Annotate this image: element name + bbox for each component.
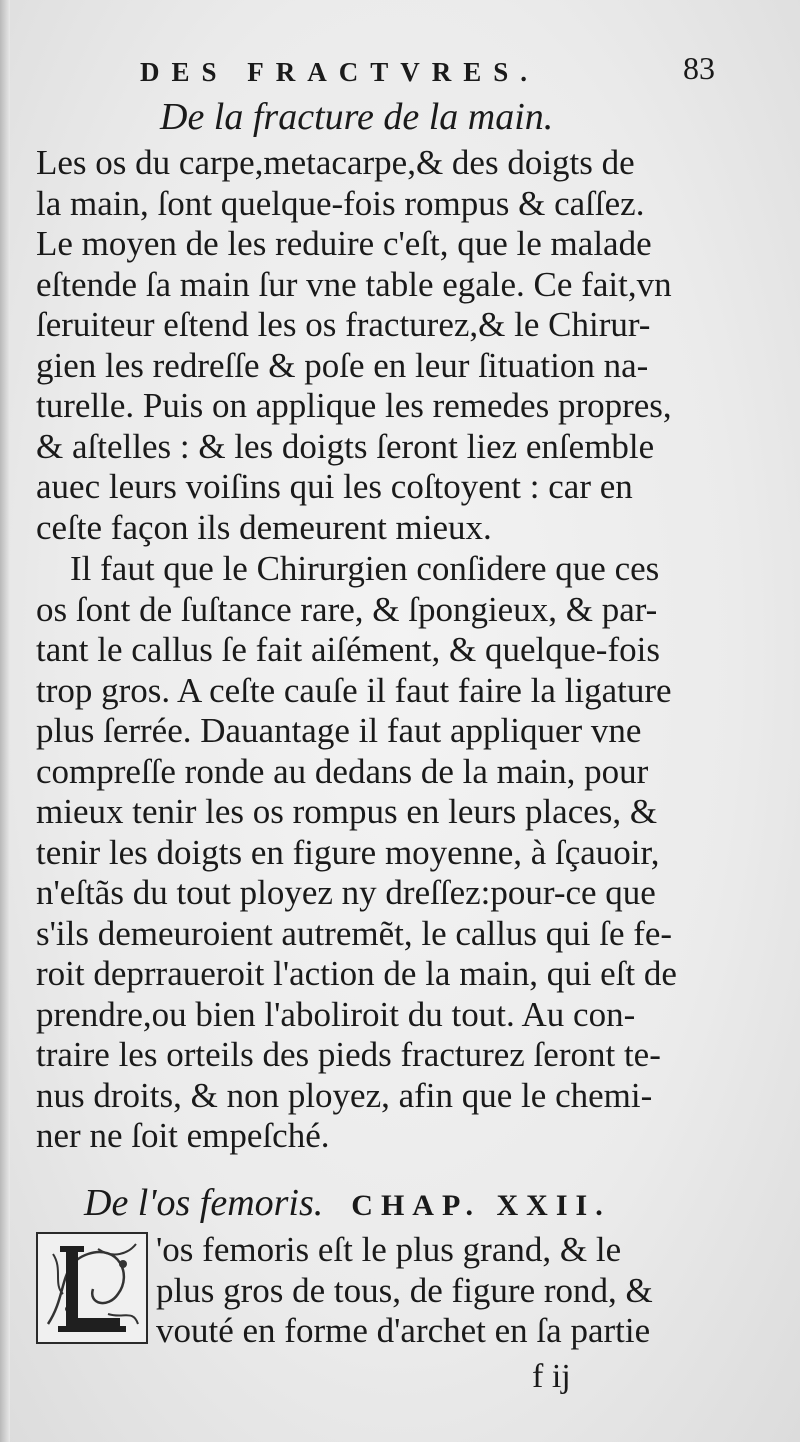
text-line: nus droits, & non ployez, afin que le chemi- (36, 1075, 653, 1115)
paragraph-1 (36, 143, 766, 548)
text-line: mieux tenir les os rompus en leurs places, & (36, 792, 658, 831)
text-line: os ſont de ſuſtance rare, & ſpongieux, & par- (36, 589, 658, 629)
page-number: 83 (683, 50, 715, 86)
text-line: n'eſtãs du tout ployez ny dreſſez:pour-ce que (36, 873, 656, 912)
chapter-heading (84, 1178, 704, 1228)
text-line: plus ſerrée. Dauantage il faut appliquer vne (36, 711, 642, 750)
text-line: gien les redreſſe & poſe en leur ſituation na- (36, 345, 649, 385)
text-line: trop gros. A ceſte cauſe il faut faire la ligature (36, 670, 672, 710)
text-line: Il faut que le Chirurgien conſidere que ces (70, 549, 660, 588)
text-line: traire les orteils des pieds fracturez ſeront te- (36, 1035, 661, 1074)
text-line: auec leurs voiſins qui les coſtoyent : car en (36, 467, 633, 506)
text-line: ner ne ſoit empeſché. (36, 1116, 330, 1155)
text-line: & aſtelles : & les doigts ſeront liez enſemble (36, 426, 655, 466)
text-line: eſtende ſa main ſur vne table egale. Ce fait,vn (36, 264, 672, 304)
page-edge-shadow (0, 0, 10, 1442)
running-head: DES FRACTVRES. (140, 57, 540, 87)
text-line: vouté en forme d'archet en ſa partie (156, 1311, 651, 1350)
section-title: De la fracture de la main. (160, 96, 554, 138)
text-line: compreſſe ronde au dedans de la main, pour (36, 751, 649, 791)
text-line: Les os du carpe,metacarpe,& des doigts de (36, 143, 635, 182)
text-line: ſeruiteur eſtend les os fracturez,& le Chirur- (36, 305, 651, 344)
text-line: prendre,ou bien l'aboliroit du tout. Au con- (36, 994, 636, 1034)
signature-mark: f ij (532, 1358, 571, 1395)
text-line: turelle. Puis on applique les remedes propres, (36, 386, 672, 425)
text-line: Le moyen de les reduire c'eſt, que le malade (36, 224, 652, 263)
text-line: 'os femoris eſt le plus grand, & le (156, 1230, 622, 1269)
text-line: tant le callus ſe fait aiſément, & quelque-fois (36, 630, 660, 669)
text-line: ceſte façon ils demeurent mieux. (36, 507, 492, 547)
decorated-initial-l (36, 1232, 148, 1344)
paragraph-3 (156, 1230, 756, 1352)
paragraph-2 (36, 549, 766, 1157)
chapter-title: De l'os femoris. (84, 1182, 324, 1224)
ornament-icon (38, 1234, 146, 1342)
text-line: s'ils demeuroient autremẽt, le callus qui ſe fe- (36, 913, 673, 953)
text-line: plus gros de tous, de figure rond, & (156, 1270, 653, 1310)
text-line: la main, ſont quelque-fois rompus & caſſez. (36, 183, 645, 223)
chapter-number: CHAP. XXII. (351, 1189, 611, 1222)
text-line: roit deprraueroit l'action de la main, qui eſt de (36, 954, 677, 993)
text-line: tenir les doigts en figure moyenne, à ſçauoir, (36, 832, 660, 872)
